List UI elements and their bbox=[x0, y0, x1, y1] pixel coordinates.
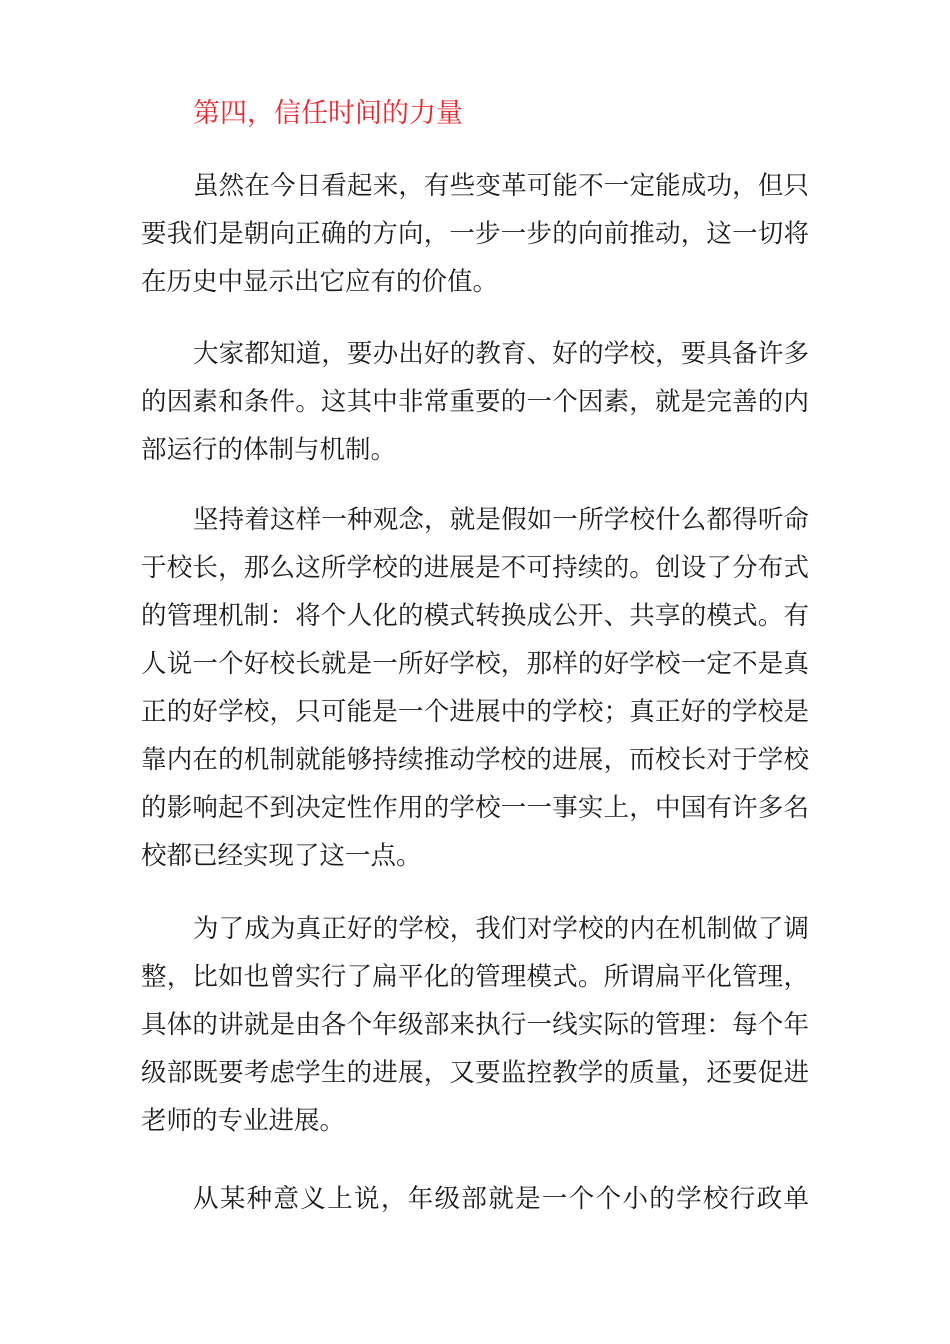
paragraph-line: 虽然在今日看起来，有些变革可能不一定能成功，但只 bbox=[193, 171, 809, 201]
paragraph bbox=[141, 1175, 809, 1223]
paragraph bbox=[141, 330, 809, 474]
paragraph-line: 靠内在的机制就能够持续推动学校的进展，而校长对于学校 bbox=[141, 745, 809, 775]
paragraph-line: 要我们是朝向正确的方向，一步一步的向前推动，这一切将 bbox=[141, 219, 809, 249]
paragraph-line: 级部既要考虑学生的进展，又要监控教学的质量，还要促进 bbox=[141, 1058, 809, 1088]
paragraph-line: 于校长，那么这所学校的进展是不可持续的。创设了分布式 bbox=[141, 553, 809, 583]
paragraph-line: 人说一个好校长就是一所好学校，那样的好学校一定不是真 bbox=[141, 649, 809, 679]
paragraph-line: 在历史中显示出它应有的价值。 bbox=[141, 267, 499, 297]
paragraph-line: 整，比如也曾实行了扁平化的管理模式。所谓扁平化管理， bbox=[141, 962, 809, 992]
paragraph bbox=[141, 162, 809, 306]
section-heading: 第四，信任时间的力量 bbox=[193, 98, 463, 129]
paragraph-line: 的管理机制：将个人化的模式转换成公开、共享的模式。有 bbox=[141, 601, 809, 631]
paragraph-line: 正的好学校，只可能是一个进展中的学校；真正好的学校是 bbox=[141, 697, 809, 727]
paragraph-line: 部运行的体制与机制。 bbox=[141, 435, 397, 465]
paragraph-line: 老师的专业进展。 bbox=[141, 1106, 346, 1136]
paragraph bbox=[141, 496, 809, 880]
paragraph bbox=[141, 905, 809, 1145]
paragraph-line: 为了成为真正好的学校，我们对学校的内在机制做了调 bbox=[193, 914, 809, 944]
paragraph-line: 的因素和条件。这其中非常重要的一个因素，就是完善的内 bbox=[141, 387, 809, 417]
paragraph-line: 校都已经实现了这一点。 bbox=[141, 841, 422, 871]
paragraph-line: 大家都知道，要办出好的教育、好的学校，要具备许多 bbox=[193, 339, 809, 369]
paragraph-line: 从某种意义上说，年级部就是一个个小的学校行政单 bbox=[193, 1184, 809, 1214]
paragraph-line: 具体的讲就是由各个年级部来执行一线实际的管理：每个年 bbox=[141, 1010, 809, 1040]
paragraph-line: 坚持着这样一种观念，就是假如一所学校什么都得听命 bbox=[193, 505, 809, 535]
paragraph-line: 的影响起不到决定性作用的学校一一事实上，中国有许多名 bbox=[141, 793, 809, 823]
